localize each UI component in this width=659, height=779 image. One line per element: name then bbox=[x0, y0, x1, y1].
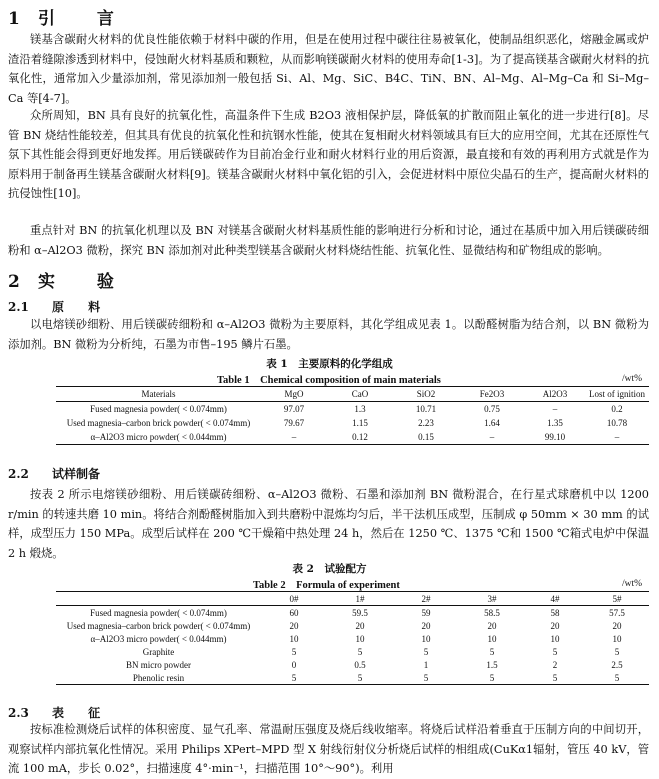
section-title: 表 征 bbox=[52, 706, 111, 720]
characterization-paragraph: 按标准检测烧后试样的体积密度、显气孔率、常温耐压强度及烧后线收缩率。将烧后试样沿着垂直于压制方向的中间切开，观察试样内部抗氧化性情况。采用 Philips XPert–MPD 型 X 射线衍射仪分析烧后试样的相组成(CuKα1辐射，管压 40 kV，管流 100 mA，步长 0.02°，扫描速度 4°·min⁻¹，扫描范围 10°～90°)。利用 bbox=[8, 723, 649, 775]
table-cell: 5 bbox=[357, 672, 363, 683]
table-1 bbox=[56, 386, 649, 445]
table-2-unit: /wt% bbox=[622, 579, 643, 589]
table-cell: 60 bbox=[289, 607, 299, 618]
section-2-heading bbox=[8, 267, 132, 292]
table-cell: 5 bbox=[489, 646, 495, 657]
table-cell: 5 bbox=[614, 646, 620, 657]
intro-paragraph-1: 镁基含碳耐火材料的优良性能依赖于材料中碳的作用，但是在使用过程中碳往往易被氧化，使制品组织恶化，熔融金属或炉渣沿着缝隙渗透到材料中，侵蚀耐火材料基质和颗粒，从而影响镁碳耐火材料的使用寿命[1-3]。为了提高镁基含碳耐火材料的抗氧化性，通常加入少量添加剂，常见添加剂一般包括 Si、Al、Mg、SiC、B4C、TiN、BN、Al–Mg、Al–Mg–Ca 和 Si–Mg–Ca 等[4-7]。 bbox=[8, 33, 649, 105]
section-number: 2.1 bbox=[8, 300, 29, 314]
row-label: α–Al2O3 micro powder( < 0.044mm) bbox=[90, 633, 227, 644]
section-title: 引 言 bbox=[38, 9, 132, 29]
section-2-3-heading bbox=[8, 704, 110, 721]
table-cell: 5 bbox=[357, 646, 363, 657]
table-row bbox=[56, 632, 649, 645]
column-header: MgO bbox=[284, 389, 304, 399]
table-cell: – bbox=[552, 404, 558, 414]
materials-paragraph: 以电熔镁砂细粉、用后镁碳砖细粉和 α–Al2O3 微粉为主要原料，其化学组成见表 1。以酚醛树脂为结合剂，以 BN 微粉为添加剂。BN 微粉为分析纯，石墨为市售–195 鳞片石墨。 bbox=[8, 318, 649, 351]
table-cell: 1.64 bbox=[484, 418, 500, 428]
row-label: α–Al2O3 micro powder( < 0.044mm) bbox=[90, 432, 227, 442]
table-cell: 10 bbox=[612, 633, 622, 644]
table-cell: 1.35 bbox=[547, 418, 563, 428]
intro-paragraph-3: 重点针对 BN 的抗氧化机理以及 BN 对镁基含碳耐火材料基质性能的影响进行分析和讨论，通过在基质中加入用后镁碳砖细粉和 α–Al2O3 微粉，探究 BN 添加剂对此种类型镁基含碳耐火材料烧结性能、抗氧化性、显微结构和矿物组成的影响。 bbox=[8, 224, 649, 257]
row-label: Graphite bbox=[142, 646, 175, 657]
table-cell: 2.23 bbox=[418, 418, 434, 428]
column-header: 0# bbox=[289, 593, 299, 604]
column-header: Fe2O3 bbox=[479, 389, 505, 399]
section-number: 2.3 bbox=[8, 706, 29, 720]
table-cell: 20 bbox=[421, 620, 431, 631]
section-number: 1 bbox=[8, 9, 21, 29]
table-2-caption-cn: 表 2 试验配方 bbox=[292, 563, 367, 575]
column-header: CaO bbox=[351, 389, 369, 399]
table-cell: 5 bbox=[291, 646, 297, 657]
table-cell: 20 bbox=[612, 620, 622, 631]
column-header bbox=[56, 592, 261, 606]
table-cell: 0.2 bbox=[611, 404, 623, 414]
row-label: Phenolic resin bbox=[132, 672, 185, 683]
table-cell: 5 bbox=[552, 646, 558, 657]
table-cell: 58.5 bbox=[484, 607, 500, 618]
table-cell: 0.5 bbox=[354, 659, 366, 670]
table-cell: 10 bbox=[550, 633, 560, 644]
row-label: Used magnesia–carbon brick powder( < 0.074mm) bbox=[66, 418, 251, 428]
column-header: 2# bbox=[421, 593, 431, 604]
column-header: Materials bbox=[141, 389, 176, 399]
table-cell: 5 bbox=[614, 672, 620, 683]
table-row bbox=[56, 402, 649, 417]
table-cell: 2 bbox=[552, 659, 558, 670]
table-cell: 20 bbox=[289, 620, 299, 631]
section-number: 2.2 bbox=[8, 467, 29, 481]
section-title: 实 验 bbox=[38, 272, 132, 292]
row-label: Fused magnesia powder( < 0.074mm) bbox=[90, 607, 227, 618]
column-header: Al2O3 bbox=[542, 389, 568, 399]
table-cell: 5 bbox=[489, 672, 495, 683]
column-header: 5# bbox=[612, 593, 622, 604]
table-cell: 59 bbox=[421, 607, 431, 618]
table-row bbox=[56, 606, 649, 620]
table-row bbox=[56, 619, 649, 632]
column-header: SiO2 bbox=[416, 389, 436, 399]
section-2-1-heading bbox=[8, 298, 110, 315]
table-1-caption-en: Table 1 Chemical composition of main materials bbox=[217, 375, 441, 386]
table-row bbox=[56, 416, 649, 430]
table-cell: 58 bbox=[550, 607, 560, 618]
table-cell: 59.5 bbox=[352, 607, 368, 618]
table-cell: – bbox=[614, 432, 620, 442]
table-cell: 0.15 bbox=[418, 432, 434, 442]
table-cell: 57.5 bbox=[609, 607, 625, 618]
table-cell: 1.5 bbox=[486, 659, 498, 670]
table-cell: 10 bbox=[289, 633, 299, 644]
section-number: 2 bbox=[8, 272, 21, 292]
table-cell: 5 bbox=[291, 672, 297, 683]
table-cell: 10.78 bbox=[606, 418, 628, 428]
table-cell: 0.75 bbox=[484, 404, 500, 414]
table-cell: 99.10 bbox=[544, 432, 566, 442]
table-cell: 97.07 bbox=[283, 404, 305, 414]
column-header: 1# bbox=[355, 593, 365, 604]
table-row bbox=[56, 671, 649, 685]
table-row bbox=[56, 430, 649, 445]
row-label: Fused magnesia powder( < 0.074mm) bbox=[90, 404, 227, 414]
table-cell: 10 bbox=[355, 633, 365, 644]
section-1-heading bbox=[8, 4, 132, 29]
table-cell: 5 bbox=[423, 646, 429, 657]
column-header: 3# bbox=[487, 593, 497, 604]
table-cell: 5 bbox=[423, 672, 429, 683]
table-1-caption-cn: 表 1 主要原料的化学组成 bbox=[266, 358, 393, 370]
table-cell: 20 bbox=[487, 620, 497, 631]
table-cell: 1.3 bbox=[354, 404, 366, 414]
table-cell: – bbox=[489, 432, 495, 442]
table-cell: 0 bbox=[291, 659, 297, 670]
section-title: 原 料 bbox=[52, 300, 111, 314]
section-title: 试样制备 bbox=[52, 467, 101, 481]
table-cell: 5 bbox=[552, 672, 558, 683]
row-label: BN micro powder bbox=[126, 659, 191, 670]
column-header: Lost of ignition bbox=[589, 389, 645, 399]
table-cell: 20 bbox=[355, 620, 365, 631]
table-2 bbox=[56, 591, 649, 685]
table-cell: 1.15 bbox=[352, 418, 368, 428]
table-1-unit: /wt% bbox=[622, 374, 643, 384]
row-label: Used magnesia–carbon brick powder( < 0.074mm) bbox=[66, 620, 251, 631]
table-cell: 1 bbox=[423, 659, 429, 670]
section-2-2-heading bbox=[8, 465, 100, 482]
preparation-paragraph: 按表 2 所示电熔镁砂细粉、用后镁碳砖细粉、α–Al2O3 微粉、石墨和添加剂 BN 微粉混合，在行星式球磨机中以 1200 r/min 的转速共磨 10 min。将结合剂酚醛树脂加入到共磨粉中混炼均匀后，半干法机压成型，压制成 φ 50mm × 30 mm 的试样，成型压力 150 MPa。成型后试样在 200 ℃干燥箱中热处理 24 h，然后在 1250 ℃、1375 ℃和 1500 ℃箱式电炉中保温 2 h 煅烧。 bbox=[8, 488, 649, 560]
column-header: 4# bbox=[550, 593, 560, 604]
intro-paragraph-2: 众所周知，BN 具有良好的抗氧化性，高温条件下生成 B2O3 液相保护层，降低氧的扩散而阻止氧化的进一步进行[8]。尽管 BN 烧结性能较差，但其具有优良的抗氧化性和抗钢水性能，使其在复相耐火材料领域具有巨大的应用空间，尤其在还原性气氛下其性能会得到更好地发挥。用后镁碳砖作为目前冶金行业和耐火材料行业的用后资源，最直接和有效的再利用方式就是作为原料用于制备再生镁基含碳耐火材料[9]。镁基含碳耐火材料中氧化铝的引入，会促进材料中原位尖晶石的生产，提高耐火材料的抗侵蚀性[10]。 bbox=[8, 109, 649, 200]
table-2-caption-en: Table 2 Formula of experiment bbox=[253, 580, 400, 591]
table-cell: 79.67 bbox=[283, 418, 305, 428]
table-row bbox=[56, 658, 649, 671]
table-cell: 10 bbox=[487, 633, 497, 644]
table-row bbox=[56, 645, 649, 658]
table-cell: – bbox=[291, 432, 297, 442]
table-cell: 0.12 bbox=[352, 432, 368, 442]
table-cell: 10.71 bbox=[415, 404, 437, 414]
table-cell: 10 bbox=[421, 633, 431, 644]
table-cell: 2.5 bbox=[611, 659, 623, 670]
table-cell: 20 bbox=[550, 620, 560, 631]
